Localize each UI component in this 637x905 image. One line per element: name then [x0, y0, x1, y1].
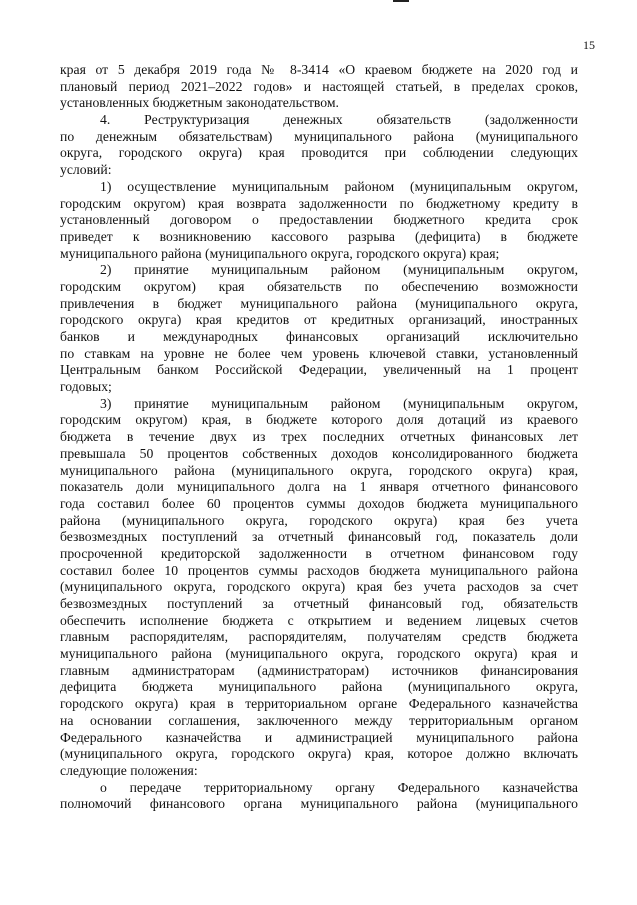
text-line: плановый период 2021–2022 годов» и настоящей статьей, в пределах сроков, [60, 78, 578, 94]
document-body [60, 62, 578, 813]
page-top-mark [393, 0, 409, 2]
text-line: годовых; [60, 379, 112, 395]
text-line: просроченной кредиторской задолженности в отчетном финансовом году [60, 545, 578, 561]
text-line: установленный договором о предоставлении бюджетного кредита срок [60, 212, 578, 228]
text-line: условий: [60, 162, 112, 178]
text-line: безвозмездных поступлений за отчетный финансовый год, показатель доли [60, 529, 578, 545]
text-line: округа, городского округа) края проводится при соблюдении следующих [60, 145, 578, 161]
text-line: составил более 10 процентов суммы расходов бюджета муниципального района [60, 562, 578, 578]
text-line: 1) осуществление муниципальным районом (муниципальным округом, [100, 178, 578, 194]
text-line: установленных бюджетным законодательством. [60, 95, 339, 111]
text-line: (муниципального округа, городского округа) края, которое должно включать [60, 746, 578, 762]
page-number: 15 [583, 38, 595, 52]
text-line: муниципального района (муниципального округа, городского округа) края и [60, 646, 578, 662]
text-line: года составил более 60 процентов суммы доходов бюджета муниципального [60, 495, 578, 511]
text-line: городского округа) края кредитов от кредитных организаций, иностранных [60, 312, 578, 328]
text-line: по ставкам на уровне не более чем уровень ключевой ставки, установленный [60, 345, 578, 361]
text-line: городского округа) края в территориальном органе Федерального казначейства [60, 696, 578, 712]
text-line: 3) принятие муниципальным районом (муниципальным округом, [100, 395, 578, 411]
text-line: главным администраторам (администраторам) источников финансирования [60, 662, 578, 678]
text-line: следующие положения: [60, 762, 198, 778]
text-line: превышала 50 процентов собственных доходов консолидированного бюджета [60, 445, 578, 461]
text-line: края от 5 декабря 2019 года № 8-3414 «О краевом бюджете на 2020 год и [60, 62, 578, 77]
text-line: Центральным банком Российской Федерации, увеличенный на 1 процент [60, 362, 578, 378]
text-line: района (муниципального округа, городского округа) края без учета [60, 512, 578, 528]
text-line: привлечения в бюджет муниципального района (муниципального округа, [60, 295, 578, 311]
text-line: городским округом) края, в бюджете которого доля дотаций из краевого [60, 412, 578, 428]
text-line: муниципального района (муниципального округа, городского округа) края, [60, 462, 578, 478]
text-line: городским округом) края возврата задолженности по бюджетному кредиту в [60, 195, 578, 211]
text-line: показатель доли муниципального долга на 1 января отчетного финансового [60, 479, 578, 495]
text-line: муниципального района (муниципального округа, городского округа) края; [60, 245, 500, 261]
text-line: 2) принятие муниципальным районом (муниципальным округом, [100, 262, 578, 278]
text-line: на основании соглашения, заключенного между территориальным органом [60, 712, 578, 728]
text-line: Федерального казначейства и администрацией муниципального района [60, 729, 578, 745]
text-line: банков и международных финансовых организаций исключительно [60, 329, 578, 344]
text-line: по денежным обязательствам) муниципального района (муниципального [60, 128, 578, 144]
text-line: полномочий финансового органа муниципального района (муниципального [60, 796, 578, 812]
text-line: о передаче территориальному органу Федерального казначейства [100, 779, 578, 795]
text-line: городским округом) края обязательств по обеспечению возможности [60, 278, 578, 294]
text-line: (муниципального округа, городского округа) края без учета расходов за счет [60, 579, 578, 595]
text-line: бюджета в течение двух из трех последних отчетных финансовых лет [60, 429, 578, 445]
text-line: 4. Реструктуризация денежных обязательств (задолженности [100, 112, 578, 128]
text-line: обеспечить исполнение бюджета с открытием и ведением лицевых счетов [60, 612, 578, 628]
text-line: дефицита бюджета муниципального района (муниципального округа, [60, 679, 578, 695]
text-line: безвозмездных поступлений за отчетный финансовый год, обязательств [60, 596, 578, 611]
text-line: приведет к возникновению кассового разрыва (дефицита) в бюджете [60, 228, 578, 244]
text-line: главным распорядителям, распорядителям, получателям средств бюджета [60, 629, 578, 645]
